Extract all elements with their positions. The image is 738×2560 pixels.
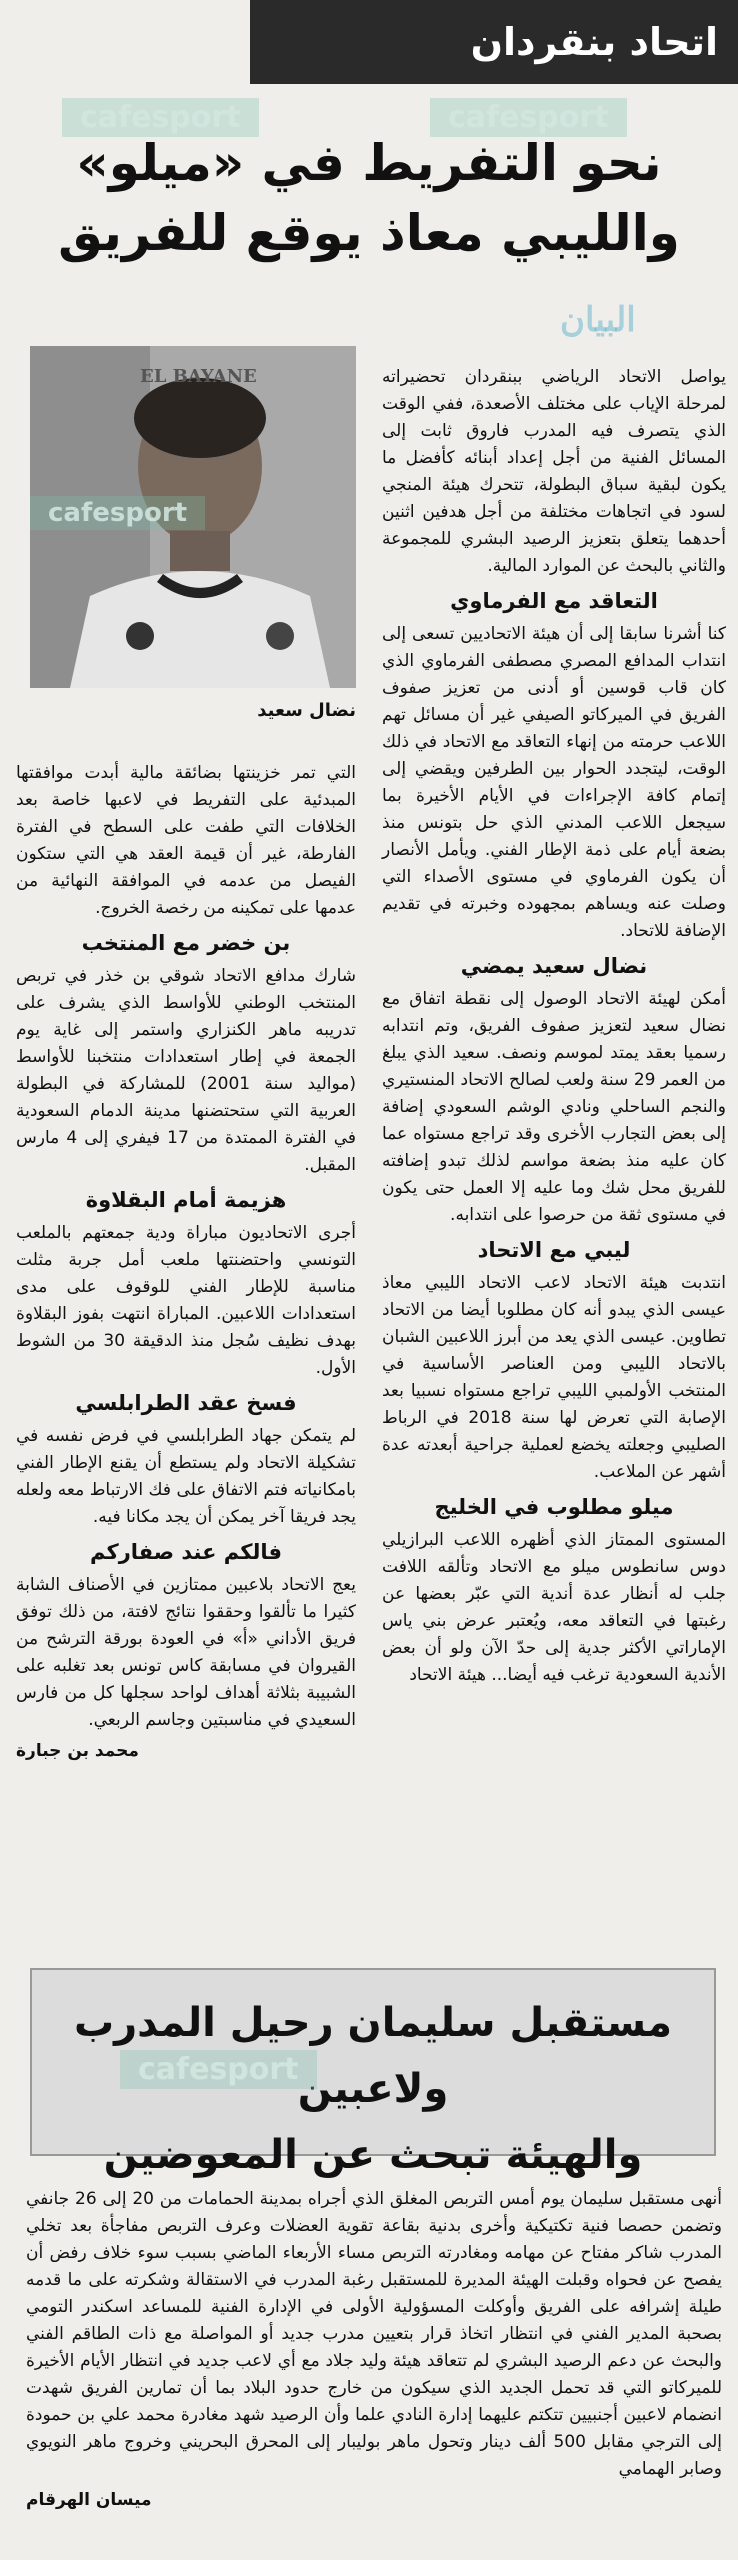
- subheading-melo: ميلو مطلوب في الخليج: [434, 1495, 674, 1519]
- subheading-youth: فالكم عند صفاركم: [90, 1540, 282, 1564]
- paragraph-youth: يعج الاتحاد بلاعبين ممتازين في الأصناف الشابة كثيرا ما تألقوا وحققوا نتائج لافتة، من ذلك توفق فريق الأداني «أ» في العودة بورقة الترشح من القيروان في مسابقة كاس تونس بعد تغلبه على الشبيبة بثلاثة أهداف لواحد سجلها كل من فارس السعيدي في مناسبتين وجاسم الربعي.: [16, 1575, 356, 1730]
- photo-caption: نضال سعيد: [257, 700, 356, 721]
- watermark-bayane: البيان: [560, 300, 636, 340]
- paragraph-farmawi: كنا أشرنا سابقا إلى أن هيئة الاتحاديين تسعى إلى انتداب المدافع المصري مصطفى الفرماوي الذي كان قاب قوسين أو أدنى من تعزيز صفوف الفريق في الميركاتو الصيفي غير أن مسائل تهم اللاعب حرمته من إنهاء التعاقد مع الاتحاد في ذلك الوقت، ليتجدد الحوار بين الطرفين ويقضي إلى إتمام كافة الإجراءات في الأيام الأخيرة بما سيجعل اللاعب المدني الذي حل بتونس منذ بضعة أيام على ذمة الإطار الفني. ويأمل الأنصار أن يكون الفرماوي في مستوى الأصداء التي وصلت عنه ويساهم بمجهوده وخبرته في تقديم الإضافة للاتحاد.: [382, 624, 726, 941]
- paragraph-libyan: انتدبت هيئة الاتحاد لاعب الاتحاد الليبي معاذ عيسى الذي يبدو أنه كان مطلوبا أيضا من الاتحاد تطاوين. عيسى الذي يعد من أبرز اللاعبين الشبان بالاتحاد الليبي ومن العناصر الأساسية في المنتخب الأولمبي الليبي تراجع مستواه نسبيا بعد الإصابة التي تعرض لها سنة 2018 في الرباط الصليبي وجعلته يخضع لعملية جراحية أبعدته عدة أشهر عن الملاعب.: [382, 1273, 726, 1482]
- subheading-baklawa: هزيمة أمام البقلاوة: [85, 1188, 287, 1212]
- player-photo: [30, 346, 356, 688]
- watermark-cafesport: cafesport: [62, 98, 259, 137]
- paragraph-melo: المستوى الممتاز الذي أظهره اللاعب البرازيلي دوس سانطوس ميلو مع الاتحاد وتألقه اللافت جلب له أنظار عدة أندية التي عبّر بعضها عن رغبتها في التعاقد معه، ويُعتبر عرض بني ياس الإماراتي الأكثر جدية إلى حدّ الآن ولو أن بعض الأندية السعودية ترغب فيه أيضا... هيئة الاتحاد: [382, 1530, 726, 1685]
- second-article-headline: [30, 1990, 716, 2188]
- second-article-text: أنهى مستقبل سليمان يوم أمس التربص المغلق الذي أجراه بمدينة الحمامات من 20 إلى 26 جانفي وتضمن حصصا فنية تكتيكية وأخرى بدنية بقاعة تقوية العضلات وعرف التربص مفاجأة بعد تخلي المدرب شاكر مفتاح عن مهامه ومغادرته التربص مساء الأربعاء الماضي بسبب سوء خلاف رفض أن يفصح عن فحواه وقبلت الهيئة المديرة للمستقبل رغبة المدرب في الاستقالة وشكرته على ما قدمه طيلة إشرافه على الفريق وأوكلت المسؤولية الأولى في الإدارة الفنية للمساعد اسكندر التومي بصحبة المدير الفني في انتظار اتخاذ قرار بتعيين مدرب جديد أو المواصلة مع ذات الطاقم الفني والبحث عن دعم الرصيد البشري لم تتعاقد هيئة وليد جلاد مع أي لاعب جديد في انتظار الأيام الأخيرة للميركاتو التي قد تحمل الجديد الذي سيكون من خارج حدود البلاد بما أن تمارين الفريق شهدت انضمام لاعبين أجنبيين تتكتم عليهما إدارة النادي علما وأن الرصيد شهد مغادرة محمد علي بن حمودة إلى الترجي مقابل 500 ألف دينار وتحول ماهر بوليبار إلى المحرق البحريني وخروج ماهر النويوي وصابر الهمامي: [26, 2189, 723, 2479]
- article-column-left: [16, 760, 356, 1765]
- section-title: اتحاد بنقردان: [470, 20, 718, 64]
- watermark-cafesport: cafesport: [120, 2050, 317, 2089]
- second-headline-line-2: والهيئة تبحث عن المعوضين: [103, 2132, 643, 2178]
- second-article-body: [26, 2186, 722, 2514]
- subheading-trabelsi: فسخ عقد الطرابلسي: [75, 1391, 297, 1415]
- subheading-benkhedher: بن خضر مع المنتخب: [81, 931, 291, 955]
- second-headline-line-1: مستقبل سليمان رحيل المدرب ولاعبين: [73, 2000, 673, 2112]
- subheading-libyan: ليبي مع الاتحاد: [477, 1238, 631, 1262]
- article-intro: يواصل الاتحاد الرياضي ببنقردان تحضيراته لمرحلة الإياب على مختلف الأصعدة، ففي الوقت الذي يتصرف فيه المدرب فاروق ثابت إلى المسائل الفنية من أجل إعداد أبنائه كأفضل ما يكون لبقية سباق البطولة، تتحرك هيئة المنجي لسود في اتجاهات مختلفة من أجل هدفين اثنين أحدهما يتعلق بتعزيز الرصيد البشري للمجموعة والثاني بالبحث عن الموارد المالية.: [382, 367, 726, 576]
- watermark-cafesport: cafesport: [30, 496, 205, 530]
- watermark-bayane-en: EL BAYANE: [140, 366, 257, 387]
- paragraph-trabelsi: لم يتمكن جهاد الطرابلسي في فرض نفسه في تشكيلة الاتحاد ولم يستطع أن يقنع الإطار الفني بامكانياته فتم الاتفاق على فك الارتباط معه ولعله يجد فريقا آخر يمكن أن يجد مكانا فيه.: [16, 1426, 356, 1527]
- byline: محمد بن جبارة: [16, 1741, 139, 1761]
- paragraph-baklawa: أجرى الاتحاديون مباراة ودية جمعتهم بالملعب التونسي واحتضنتها ملعب أمل جربة مثلت مناسبة للإطار الفني للوقوف على مدى استعدادات اللاعبين. المباراة انتهت بفوز البقلاوة بهدف نظيف سُجل منذ الدقيقة 30 من الشوط الأول.: [16, 1223, 356, 1378]
- subheading-nidhal: نضال سعيد يمضي: [460, 954, 648, 978]
- article-column-right: [382, 364, 726, 1689]
- paragraph-nidhal: أمكن لهيئة الاتحاد الوصول إلى نقطة اتفاق مع نضال سعيد لتعزيز صفوف الفريق، وتم انتدابه رسميا بعقد يمتد لموسم ونصف. سعيد الذي يبلغ من العمر 29 سنة ولعب لصالح الاتحاد المنستيري والنجم الساحلي ونادي الوشم السعودي إضافة إلى بعض التجارب الأخرى وقد تراجع مستواه عما كان عليه منذ بضعة مواسم لذلك تبدو إضافته للفريق محل شك وما عليه إلا العمل حتى يكون في مستوى ثقة من حرصوا على انتدابه.: [382, 989, 726, 1225]
- paragraph-melo-continued: التي تمر خزينتها بضائقة مالية أبدت موافقتها المبدئية على التفريط في لاعبها خاصة بعد الخلافات التي طفت على السطح في الفترة الفارطة، غير أن قيمة العقد هي التي ستكون الفيصل من عدمه في الموافقة النهائية من عدمها على تمكينه من رخصة الخروج.: [16, 763, 356, 918]
- headline-line-2: والليبي معاذ يوقع للفريق: [58, 204, 680, 262]
- subheading-farmawi: التعاقد مع الفرماوي: [450, 589, 658, 613]
- headline-line-1: نحو التفريط في «ميلو»: [76, 134, 662, 192]
- section-label: [250, 0, 738, 84]
- main-headline: [12, 128, 726, 268]
- second-byline: ميسان الهرقام: [26, 2490, 152, 2510]
- watermark-cafesport: cafesport: [430, 98, 627, 137]
- paragraph-benkhedher: شارك مدافع الاتحاد شوقي بن خذر في تربص المنتخب الوطني للأواسط الذي يشرف على تدريبه ماهر الكنزاري واستمر إلى غاية يوم الجمعة في إطار استعدادات منتخبنا للأواسط (مواليد سنة 2001) للمشاركة في البطولة العربية التي ستحتضنها مدينة الدمام السعودية في الفترة الممتدة من 17 فيفري إلى 4 مارس المقبل.: [16, 966, 356, 1175]
